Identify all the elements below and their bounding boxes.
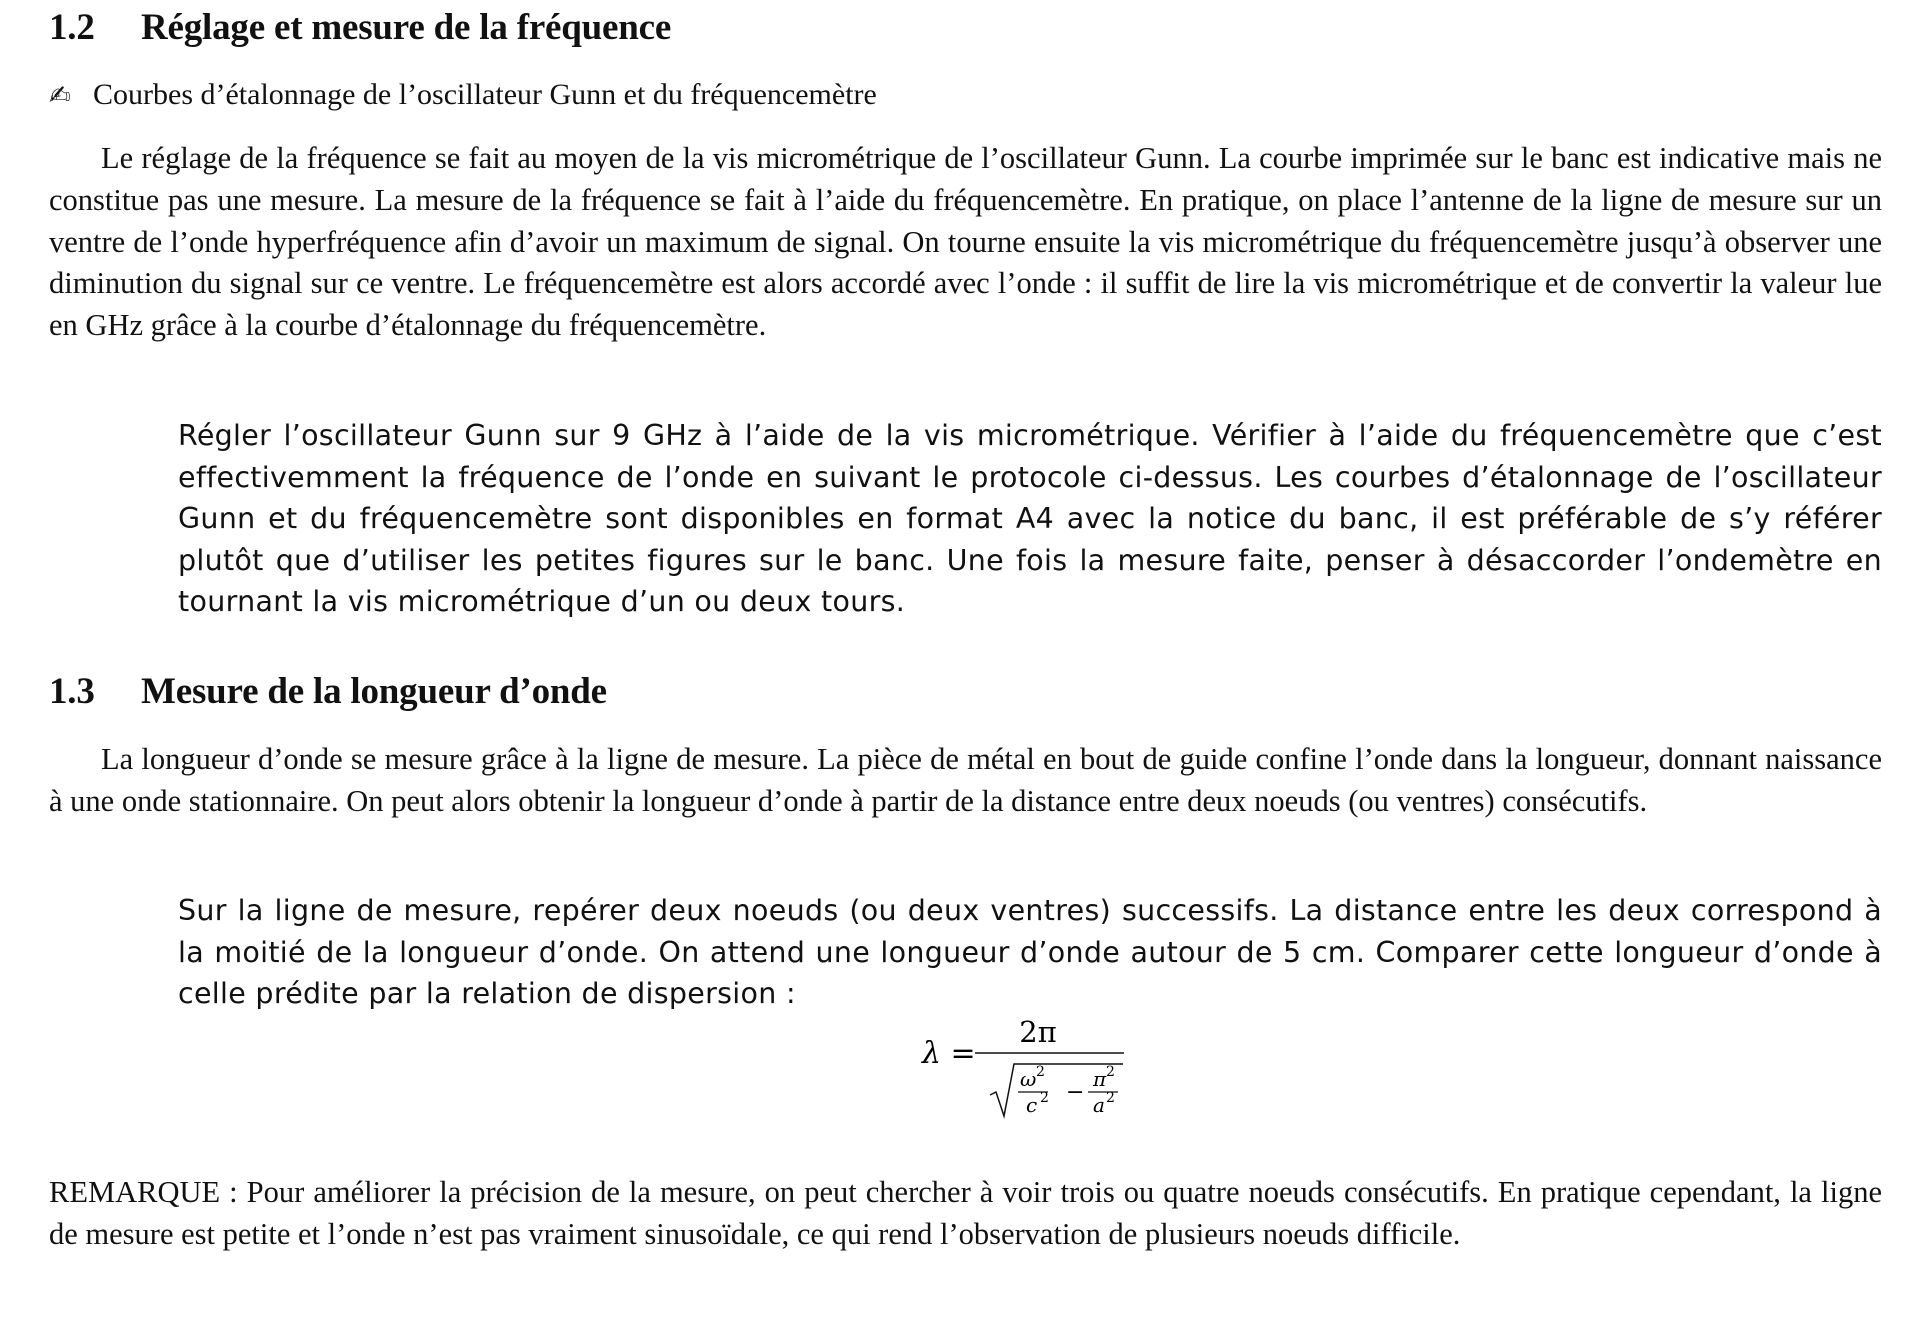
formula-exp: 2 xyxy=(1040,1090,1049,1106)
formula-exp: 2 xyxy=(1106,1090,1115,1106)
section-heading-1-2 xyxy=(49,6,671,49)
formula-exp: 2 xyxy=(1106,1064,1115,1080)
formula-numerator: 2π xyxy=(1019,1015,1057,1049)
writing-hand-icon: ✍ xyxy=(49,81,71,111)
formula-minus: − xyxy=(1066,1080,1085,1105)
formula-a: a xyxy=(1093,1093,1105,1117)
formula-pi: π xyxy=(1093,1067,1107,1091)
section-number: 1.2 xyxy=(49,7,95,48)
task-frequency: Régler l’oscillateur Gunn sur 9 GHz à l’aide de la vis micrométrique. Vérifier à l’aide du fréquencemètre que c’est effectivemment la fréquence de l’onde en suivant le protocole ci-dessus. Les courbes d’étalonnage de l’oscillateur Gunn et du fréquencemètre sont disponibles en format A4 avec la notice du banc, il est préférable de s’y référer plutôt que d’utiliser les petites figures sur le banc. Une fois la mesure faite, penser à désaccorder l’ondemètre en tournant la vis micrométrique d’un ou deux tours. xyxy=(178,419,1882,618)
remark-paragraph: REMARQUE : Pour améliorer la précision de la mesure, on peut chercher à voir trois ou quatre noeuds consécutifs. En pratique cependant, la ligne de mesure est petite et l’onde n’est pas vraiment sinusoïdale, ce qui rend l’observation de plusieurs noeuds difficile. xyxy=(49,1175,1882,1251)
section-title: Réglage et mesure de la fréquence xyxy=(141,7,672,48)
section-heading-1-3 xyxy=(49,670,607,713)
formula-lhs: λ = xyxy=(922,1036,976,1071)
task-wavelength: Sur la ligne de mesure, repérer deux noeuds (ou deux ventres) successifs. La distance entre les deux correspond à la moitié de la longueur d’onde. On attend une longueur d’onde autour de 5 cm. Comparer cette longueur d’onde à celle prédite par la relation de dispersion : xyxy=(178,894,1882,1010)
paragraph-wavelength: La longueur d’onde se mesure grâce à la ligne de mesure. La pièce de métal en bout de guide confine l’onde dans la longueur, donnant naissance à une onde stationnaire. On peut alors obtenir la longueur d’onde à partir de la distance entre deux noeuds (ou ventres) consécutifs. xyxy=(49,742,1882,818)
formula-omega: ω xyxy=(1020,1067,1037,1091)
section-title: Mesure de la longueur d’onde xyxy=(141,671,607,712)
dispersion-formula xyxy=(880,1006,1140,1126)
subheading xyxy=(49,78,877,112)
formula-exp: 2 xyxy=(1036,1064,1045,1080)
formula-c: c xyxy=(1026,1093,1038,1117)
section-number: 1.3 xyxy=(49,671,95,712)
subheading-text: Courbes d’étalonnage de l’oscillateur Gunn et du fréquencemètre xyxy=(93,78,877,111)
paragraph-frequency: Le réglage de la fréquence se fait au moyen de la vis micrométrique de l’oscillateur Gunn. La courbe imprimée sur le banc est indicative mais ne constitue pas une mesure. La mesure de la fréquence se fait à l’aide du fréquencemètre. En pratique, on place l’antenne de la ligne de mesure sur un ventre de l’onde hyperfréquence afin d’avoir un maximum de signal. On tourne ensuite la vis micrométrique du fréquencemètre jusqu’à observer une diminution du signal sur ce ventre. Le fréquencemètre est alors accordé avec l’onde : il suffit de lire la vis micrométrique et de convertir la valeur lue en GHz grâce à la courbe d’étalonnage du fréquencemètre. xyxy=(49,141,1882,343)
